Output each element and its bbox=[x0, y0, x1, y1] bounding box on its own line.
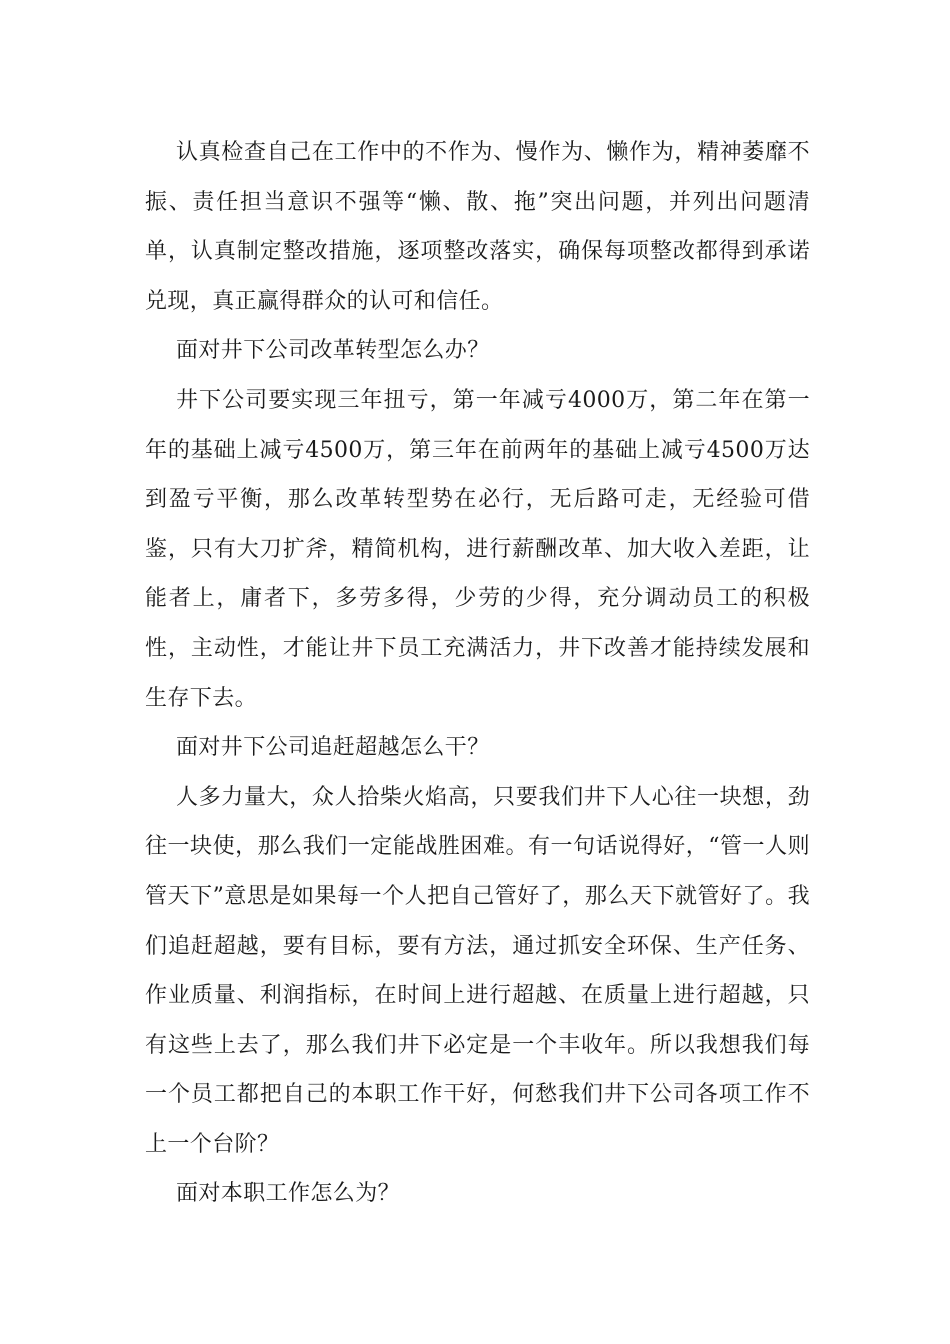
heading-reform-transformation: 面对井下公司改革转型怎么办？ bbox=[176, 338, 490, 364]
paragraph-catch-up-surpass: 人多力量大，众人拾柴火焰高，只要我们井下人心往一块想，劲往一块使，那么我们一定能战胜困难。有一句话说得好，“管一人则管天下”意思是如果每一个人把自己管好了，那么天下就管好了。我们追赶超越，要有目标，要有方法，通过抓安全环保、生产任务、作业质量、利润指标，在时间上进行超越、在质量上进行超越，只有这些上去了，那么我们井下必定是一个丰收年。所以我想我们每一个员工都把自己的本职工作干好，何愁我们井下公司各项工作不上一个台阶？ bbox=[145, 784, 810, 1157]
heading-own-work: 面对本职工作怎么为？ bbox=[176, 1181, 401, 1207]
paragraph-reform-transformation: 井下公司要实现三年扭亏，第一年减亏4000万，第二年在第一年的基础上减亏4500万，第三年在前两年的基础上减亏4500万达到盈亏平衡，那么改革转型势在必行，无后路可走，无经验可借鉴，只有大刀扩斧，精简机构，进行薪酬改革、加大收入差距，让能者上，庸者下，多劳多得，少劳的少得，充分调动员工的积极性，主动性，才能让井下员工充满活力，井下改善才能持续发展和生存下去。 bbox=[145, 387, 810, 711]
heading-catch-up-surpass: 面对井下公司追赶超越怎么干？ bbox=[176, 735, 490, 761]
document-body bbox=[145, 128, 810, 1219]
paragraph-self-inspection: 认真检查自己在工作中的不作为、慢作为、懒作为，精神萎靡不振、责任担当意识不强等“懒、散、拖”突出问题，并列出问题清单，认真制定整改措施，逐项整改落实，确保每项整改都得到承诺兑现，真正赢得群众的认可和信任。 bbox=[145, 140, 810, 314]
